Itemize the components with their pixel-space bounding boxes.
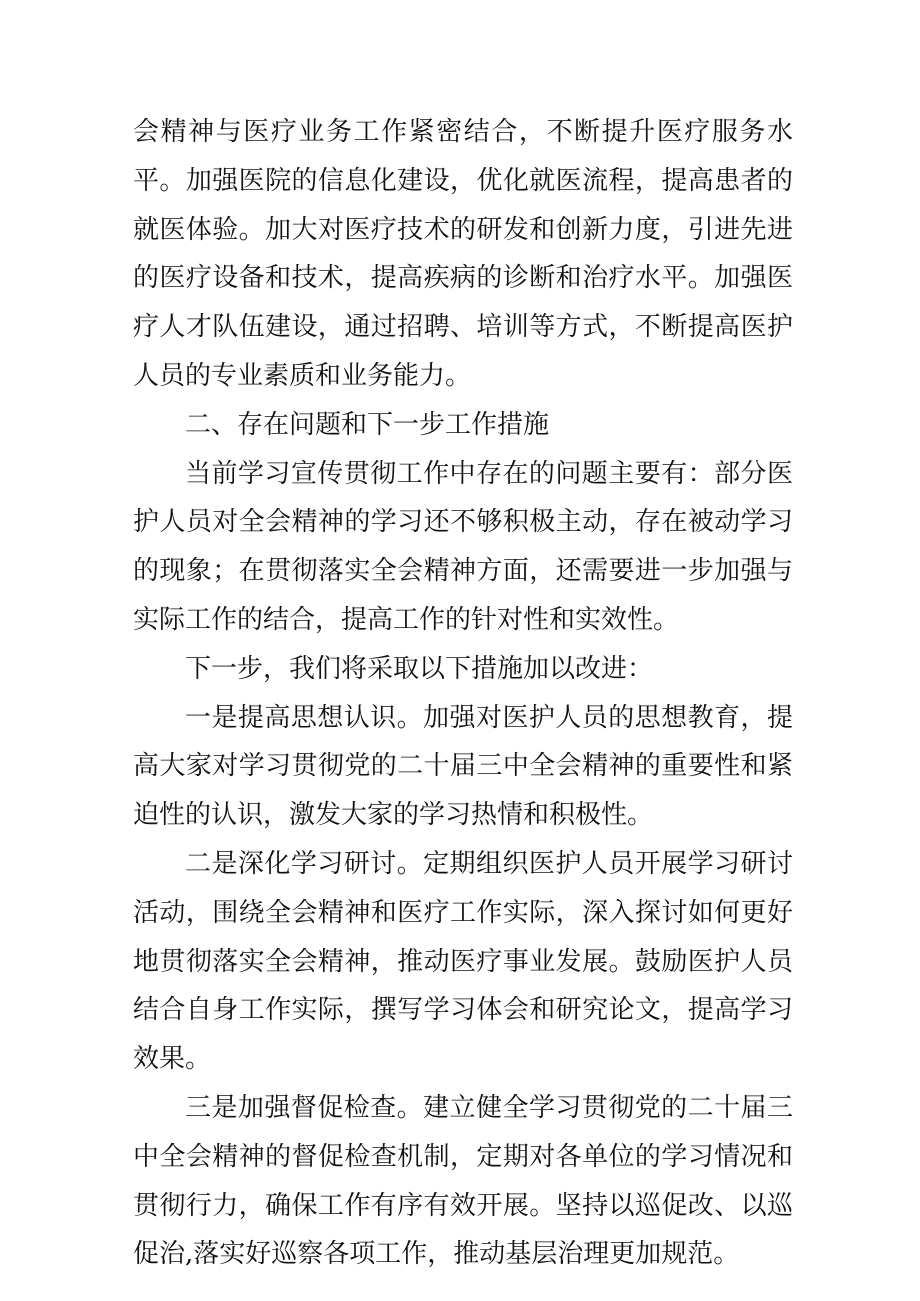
paragraph-measure-1: 一是提高思想认识。加强对医护人员的思想教育，提高大家对学习贯彻党的二十届三中全会精神的重要性和紧迫性的认识，激发大家的学习热情和积极性。 bbox=[133, 702, 793, 831]
paragraph-measure-2: 二是深化学习研讨。定期组织医护人员开展学习研讨活动，围绕全会精神和医疗工作实际，深入探讨如何更好地贯彻落实全会精神，推动医疗事业发展。鼓励医护人员结合自身工作实际，撰写学习体会和研究论文，提高学习效果。 bbox=[133, 848, 793, 1075]
paragraph-continuation: 会精神与医疗业务工作紧密结合，不断提升医疗服务水平。加强医院的信息化建设，优化就医流程，提高患者的就医体验。加大对医疗技术的研发和创新力度，引进先进的医疗设备和技术，提高疾病的诊断和治疗水平。加强医疗人才队伍建设，通过招聘、培训等方式，不断提高医护人员的专业素质和业务能力。 bbox=[133, 117, 793, 391]
paragraph-next-step: 下一步，我们将采取以下措施加以改进： bbox=[185, 653, 654, 684]
paragraph-measure-3: 三是加强督促检查。建立健全学习贯彻党的二十届三中全会精神的督促检查机制，定期对各单位的学习情况和贯彻行力，确保工作有序有效开展。坚持以巡促改、以巡促治,落实好巡察各项工作，推动基层治理更加规范。 bbox=[133, 1092, 793, 1270]
paragraph-problems: 当前学习宣传贯彻工作中存在的问题主要有：部分医护人员对全会精神的学习还不够积极主动，存在被动学习的现象；在贯彻落实全会精神方面，还需要进一步加强与实际工作的结合，提高工作的针对性和实效性。 bbox=[133, 458, 793, 635]
section-heading: 二、存在问题和下一步工作措施 bbox=[185, 409, 550, 440]
document-body bbox=[133, 108, 793, 1279]
